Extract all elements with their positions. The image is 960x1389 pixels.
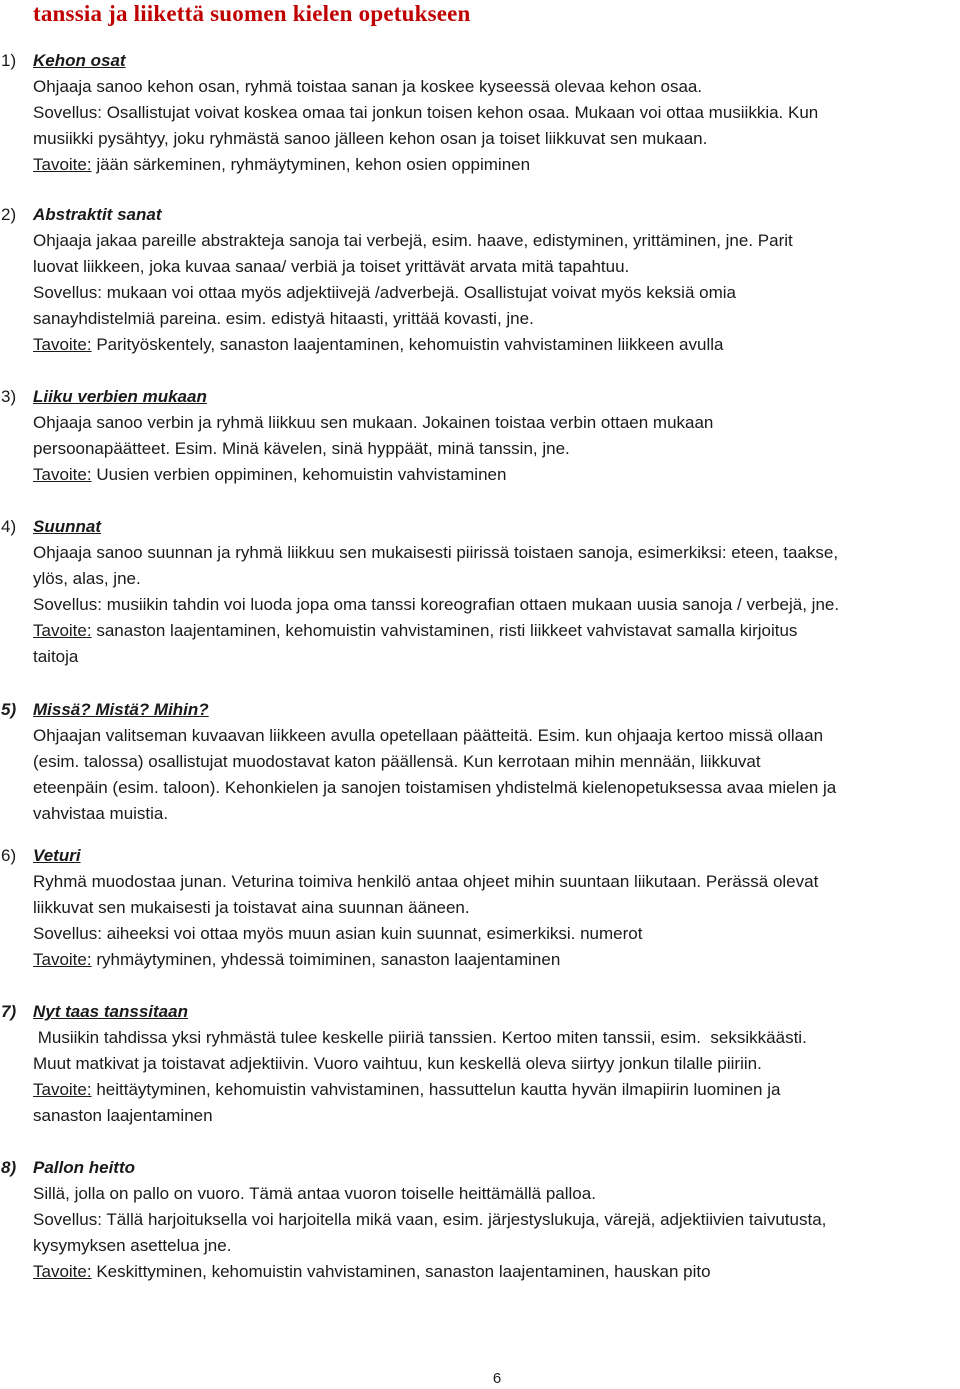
section-heading: Missä? Mistä? Mihin? — [33, 700, 209, 719]
body-line: persoonapäätteet. Esim. Minä kävelen, sinä hyppäät, minä tanssin, jne. — [33, 439, 570, 458]
tavoite-label: Tavoite: — [33, 465, 92, 484]
section-heading: Pallon heitto — [33, 1158, 135, 1177]
body-line: Ohjaaja sanoo verbin ja ryhmä liikkuu sen mukaan. Jokainen toistaa verbin ottaen mukaan — [33, 413, 714, 432]
section-number: 1) — [1, 51, 17, 70]
body-line: Ohjaaja sanoo suunnan ja ryhmä liikkuu sen mukaisesti piirissä toistaen sanoja, esimerkiksi: eteen, taakse, — [33, 543, 839, 562]
tavoite-text: ryhmäytyminen, yhdessä toimiminen, sanaston laajentaminen — [96, 950, 561, 969]
section-number: 3) — [1, 387, 17, 406]
body-line: liikkuvat sen mukaisesti ja toistavat aina suunnan ääneen. — [33, 898, 470, 917]
body-line: Muut matkivat ja toistavat adjektiivin. Vuoro vaihtuu, kun keskellä oleva siirtyy jonkun tilalle piiriin. — [33, 1054, 762, 1073]
page-number: 6 — [492, 1370, 502, 1387]
tavoite-label: Tavoite: — [33, 155, 92, 174]
body-line: luovat liikkeen, joka kuvaa sanaa/ verbiä ja toiset yrittävät arvata mitä tapahtuu. — [33, 257, 630, 276]
body-line: sanayhdistelmiä pareina. esim. edistyä hitaasti, yrittää kovasti, jne. — [33, 309, 534, 328]
tavoite-text: Parityöskentely, sanaston laajentaminen, kehomuistin vahvistaminen liikkeen avulla — [96, 335, 724, 354]
tavoite-label: Tavoite: — [33, 1262, 92, 1281]
section-number: 2) — [1, 205, 17, 224]
body-line: (esim. talossa) osallistujat muodostavat katon päällensä. Kun kerrotaan mihin mennään, liikkuvat — [33, 752, 761, 771]
body-line: vahvistaa muistia. — [33, 804, 169, 823]
section-number: 5) — [1, 700, 17, 719]
body-line: Sovellus: aiheeksi voi ottaa myös muun asian kuin suunnat, esimerkiksi. numerot — [33, 924, 643, 943]
section-heading: Nyt taas tanssitaan — [33, 1002, 188, 1021]
section-heading: Suunnat — [33, 517, 101, 536]
section-heading: Veturi — [33, 846, 81, 865]
body-line: Ryhmä muodostaa junan. Veturina toimiva henkilö antaa ohjeet mihin suuntaan liikutaan. Perässä olevat — [33, 872, 819, 891]
body-line: Ohjaajan valitseman kuvaavan liikkeen avulla opetellaan päätteitä. Esim. kun ohjaaja kertoo missä ollaan — [33, 726, 824, 745]
body-line: Ohjaaja sanoo kehon osan, ryhmä toistaa sanan ja koskee kyseessä olevaa kehon osaa. — [33, 77, 703, 96]
body-line: Musiikin tahdissa yksi ryhmästä tulee keskelle piiriä tanssien. Kertoo miten tanssii, esim. seksikkäästi. — [33, 1028, 807, 1047]
document-title: tanssia ja liikettä suomen kielen opetukseen — [33, 1, 471, 26]
tavoite-label: Tavoite: — [33, 621, 92, 640]
body-line: Sillä, jolla on pallo on vuoro. Tämä antaa vuoron toiselle heittämällä palloa. — [33, 1184, 596, 1203]
body-line: Ohjaaja jakaa pareille abstrakteja sanoja tai verbejä, esim. haave, edistyminen, yrittäminen, jne. Parit — [33, 231, 793, 250]
tavoite-text: heittäytyminen, kehomuistin vahvistaminen, hassuttelun kautta hyvän ilmapiirin luominen ja — [96, 1080, 781, 1099]
body-line: Sovellus: musiikin tahdin voi luoda jopa oma tanssi koreografian ottaen mukaan uusia sanoja / verbejä, jne. — [33, 595, 840, 614]
tavoite-label: Tavoite: — [33, 950, 92, 969]
tavoite-text: Uusien verbien oppiminen, kehomuistin vahvistaminen — [96, 465, 507, 484]
section-number: 7) — [1, 1002, 17, 1021]
body-line: eteenpäin (esim. taloon). Kehonkielen ja sanojen toistamisen yhdistelmä kielenopetuksessa avaa mielen ja — [33, 778, 837, 797]
body-line: Sovellus: Osallistujat voivat koskea omaa tai jonkun toisen kehon osaa. Mukaan voi ottaa musiikkia. Kun — [33, 103, 819, 122]
tavoite-text: jään särkeminen, ryhmäytyminen, kehon osien oppiminen — [96, 155, 531, 174]
tavoite-label: Tavoite: — [33, 1080, 92, 1099]
section-number: 6) — [1, 846, 17, 865]
section-heading: Liiku verbien mukaan — [33, 387, 207, 406]
section-heading: Kehon osat — [33, 51, 126, 70]
tavoite-label: Tavoite: — [33, 335, 92, 354]
tavoite-text: taitoja — [33, 647, 79, 666]
body-line: Sovellus: mukaan voi ottaa myös adjektiivejä /adverbejä. Osallistujat voivat myös keksiä omia — [33, 283, 736, 302]
section-number: 8) — [1, 1158, 17, 1177]
tavoite-text: sanaston laajentaminen — [33, 1106, 213, 1125]
tavoite-text: Keskittyminen, kehomuistin vahvistaminen, sanaston laajentaminen, hauskan pito — [96, 1262, 711, 1281]
body-line: Sovellus: Tällä harjoituksella voi harjoitella mikä vaan, esim. järjestyslukuja, värejä, adjektiivien taivutusta, — [33, 1210, 827, 1229]
tavoite-text: sanaston laajentaminen, kehomuistin vahvistaminen, risti liikkeet vahvistavat samalla kirjoitus — [96, 621, 798, 640]
body-line: kysymyksen asettelua jne. — [33, 1236, 232, 1255]
section-number: 4) — [1, 517, 17, 536]
body-line: musiikki pysähtyy, joku ryhmästä sanoo jälleen kehon osan ja toiset liikkuvat sen mukaan. — [33, 129, 708, 148]
body-line: ylös, alas, jne. — [33, 569, 141, 588]
section-heading: Abstraktit sanat — [33, 205, 162, 224]
